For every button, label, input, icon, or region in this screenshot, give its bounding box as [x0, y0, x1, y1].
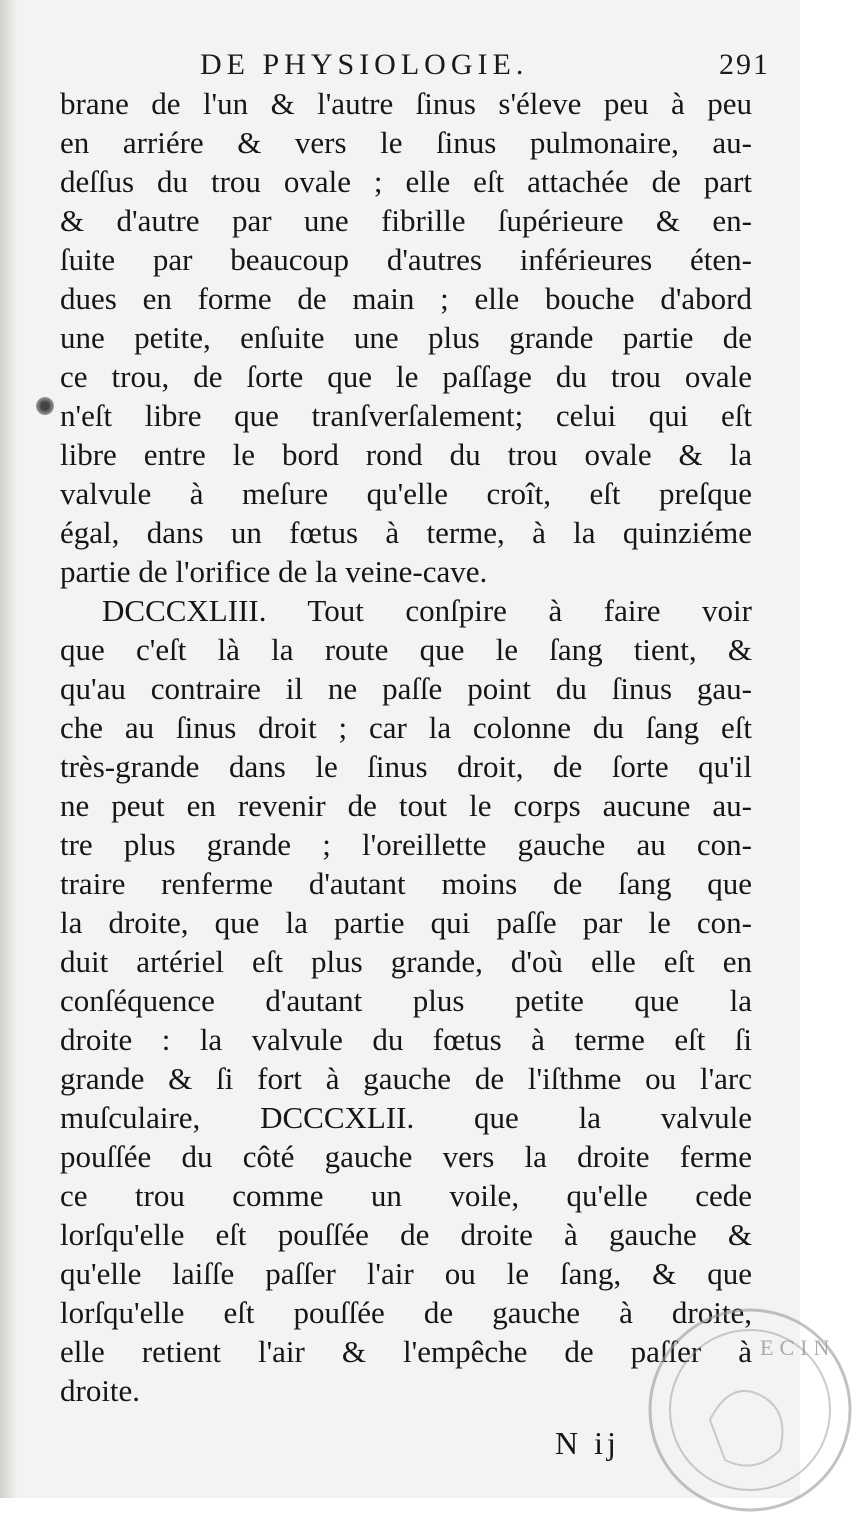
text-line: DCCCXLIII. Tout conſpire à faire voir [102, 593, 752, 628]
text-line: en arriére & vers le ſinus pulmonaire, au- [60, 125, 752, 160]
text-line: & d'autre par une fibrille ſupérieure & en- [60, 203, 752, 238]
text-line: une petite, enſuite une plus grande partie de [60, 320, 752, 355]
ink-blot [36, 397, 54, 415]
text-line: dues en forme de main ; elle bouche d'abord [60, 281, 752, 316]
text-line: duit artériel eſt plus grande, d'où elle eſt en [60, 944, 752, 979]
text-line: partie de l'orifice de la veine-cave. [60, 554, 488, 589]
text-line: conſéquence d'autant plus petite que la [60, 983, 752, 1018]
text-line: traire renferme d'autant moins de ſang que [60, 866, 752, 901]
library-stamp [640, 1300, 860, 1520]
signature-mark: N ij [555, 1425, 620, 1461]
text-line: ne peut en revenir de tout le corps aucune au- [60, 788, 752, 823]
text-line: tre plus grande ; l'oreillette gauche au con- [60, 827, 752, 862]
text-line: lorſqu'elle eſt pouſſée de droite à gauche & [60, 1217, 752, 1252]
text-line: libre entre le bord rond du trou ovale & la [60, 437, 752, 472]
text-line: qu'au contraire il ne paſſe point du ſinus gau- [60, 671, 752, 706]
text-line: la droite, que la partie qui paſſe par le con- [60, 905, 752, 940]
text-line: n'eſt libre que tranſverſalement; celui qui eſt [60, 398, 752, 433]
text-line: lorſqu'elle eſt pouſſée de gauche à droite, [60, 1295, 752, 1330]
text-line: valvule à meſure qu'elle croît, eſt preſque [60, 476, 752, 511]
text-line: égal, dans un fœtus à terme, à la quinziéme [60, 515, 752, 550]
text-line: très-grande dans le ſinus droit, de ſorte qu'il [60, 749, 752, 784]
text-line: che au ſinus droit ; car la colonne du ſang eſt [60, 710, 752, 745]
running-title: DE PHYSIOLOGIE. [200, 48, 529, 81]
text-line: muſculaire, DCCCXLII. que la valvule [60, 1100, 752, 1135]
text-line: ſuite par beaucoup d'autres inférieures éten- [60, 242, 752, 277]
page-header [60, 48, 770, 88]
gutter-shadow [0, 0, 18, 1498]
page-number: 291 [719, 48, 770, 81]
text-line: ce trou, de ſorte que le paſſage du trou ovale [60, 359, 752, 394]
text-line: ce trou comme un voile, qu'elle cede [60, 1178, 752, 1213]
svg-text:ECIN: ECIN [760, 1335, 836, 1360]
body-text [60, 84, 752, 1410]
text-line: qu'elle laiſſe paſſer l'air ou le ſang, & que [60, 1256, 752, 1291]
text-line: droite : la valvule du fœtus à terme eſt ſi [60, 1022, 752, 1057]
text-line: droite. [60, 1373, 141, 1408]
text-line: pouſſée du côté gauche vers la droite ferme [60, 1139, 752, 1174]
text-line: elle retient l'air & l'empêche de paſſer à [60, 1334, 752, 1369]
text-line: deſſus du trou ovale ; elle eſt attachée de part [60, 164, 752, 199]
text-line: que c'eſt là la route que le ſang tient, & [60, 632, 752, 667]
text-line: grande & ſi fort à gauche de l'iſthme ou l'arc [60, 1061, 752, 1096]
text-line: brane de l'un & l'autre ſinus s'éleve peu à peu [60, 86, 752, 121]
